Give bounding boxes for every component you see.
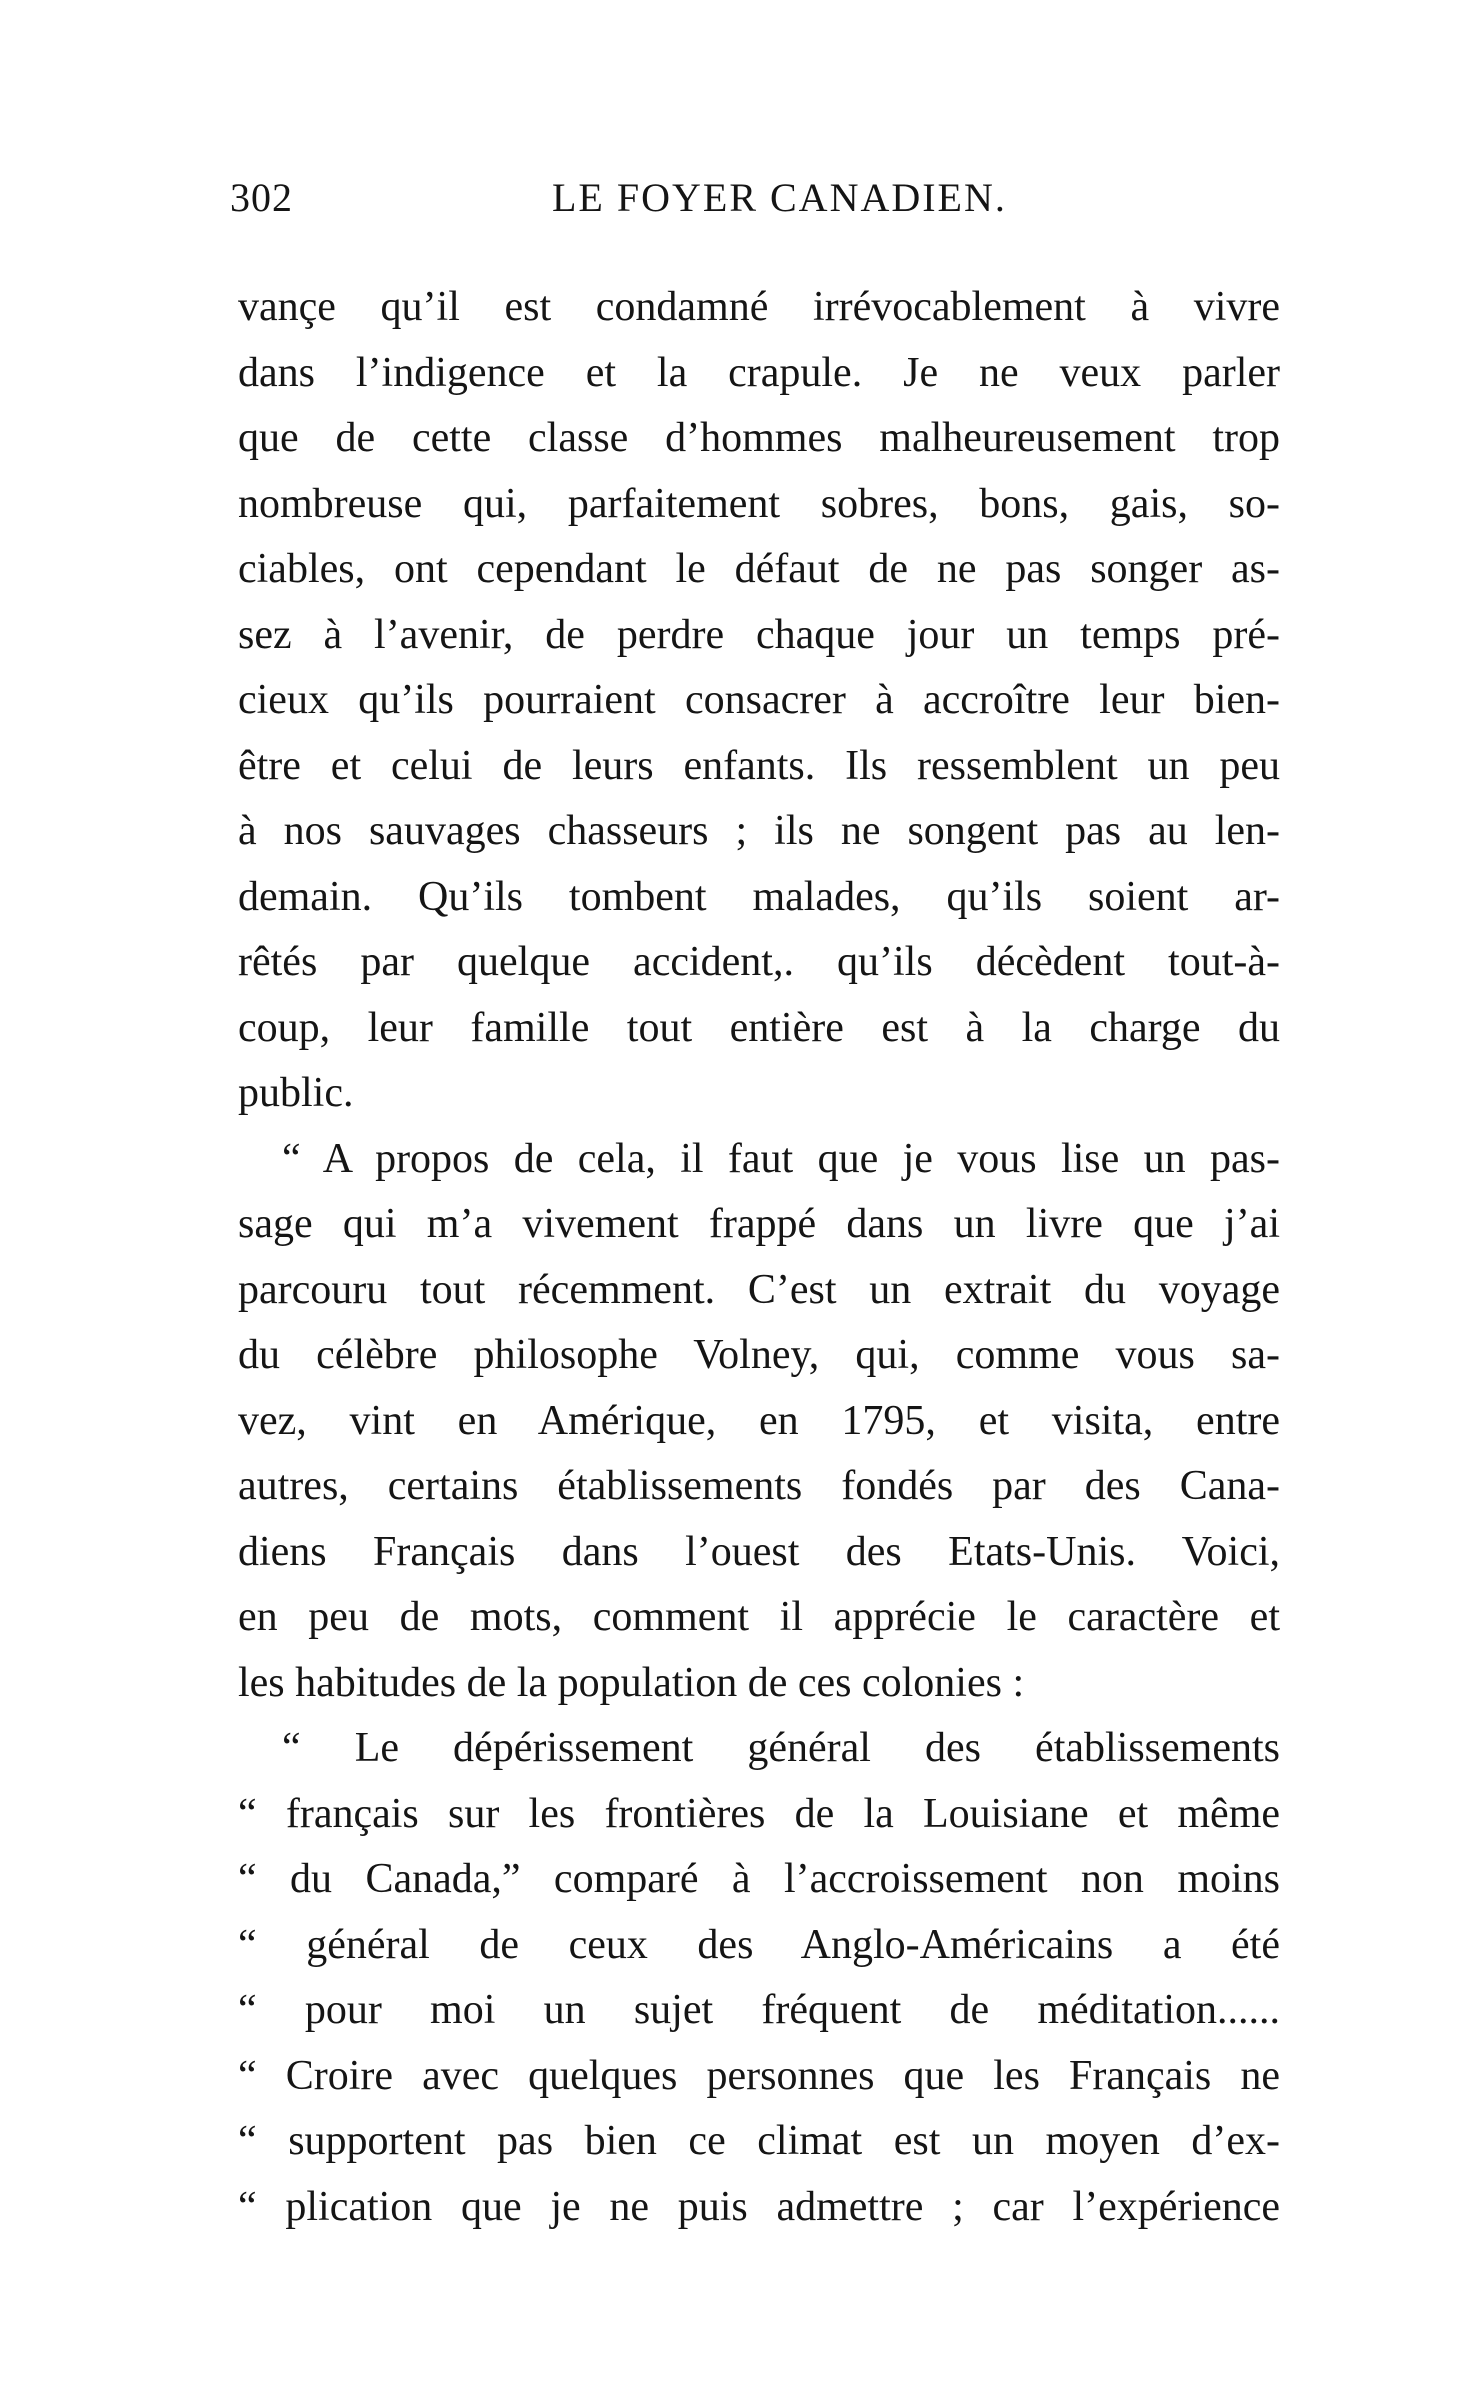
quoted-line: “ français sur les frontières de la Louisiane et même bbox=[238, 1790, 1280, 1837]
text-line: du célèbre philosophe Volney, qui, comme vous sa- bbox=[238, 1332, 1280, 1378]
text-line: public. bbox=[238, 1070, 354, 1116]
body-text bbox=[238, 275, 1280, 2240]
text-line: sage qui m’a vivement frappé dans un livre que j’ai bbox=[238, 1201, 1280, 1247]
running-title: LE FOYER CANADIEN. bbox=[552, 175, 1007, 220]
quoted-line: “ supportent pas bien ce climat est un moyen d’ex- bbox=[238, 2118, 1280, 2164]
text-line: vançe qu’il est condamné irrévocablement à vivre bbox=[238, 284, 1280, 330]
quoted-line: “ Le dépérissement général des établissements bbox=[282, 1725, 1280, 1771]
text-line: dans l’indigence et la crapule. Je ne veux parler bbox=[238, 349, 1280, 396]
text-line: nombreuse qui, parfaitement sobres, bons, gais, so- bbox=[238, 480, 1280, 527]
text-line: vez, vint en Amérique, en 1795, et visita, entre bbox=[238, 1397, 1280, 1444]
quoted-line: “ du Canada,” comparé à l’accroissement non moins bbox=[238, 1856, 1280, 1902]
text-line: coup, leur famille tout entière est à la charge du bbox=[238, 1004, 1280, 1051]
text-line: à nos sauvages chasseurs ; ils ne songent pas au len- bbox=[238, 808, 1280, 854]
quoted-line: “ plication que je ne puis admettre ; car l’expérience bbox=[238, 2183, 1280, 2230]
text-line: que de cette classe d’hommes malheureusement trop bbox=[238, 415, 1280, 461]
running-head bbox=[230, 168, 1280, 228]
text-line: en peu de mots, comment il apprécie le caractère et bbox=[238, 1594, 1280, 1640]
text-line: autres, certains établissements fondés par des Cana- bbox=[238, 1463, 1280, 1509]
text-line: être et celui de leurs enfants. Ils ressemblent un peu bbox=[238, 742, 1280, 789]
text-line: ciables, ont cependant le défaut de ne pas songer as- bbox=[238, 546, 1280, 592]
text-line: demain. Qu’ils tombent malades, qu’ils soient ar- bbox=[238, 873, 1280, 920]
text-line: parcouru tout récemment. C’est un extrait du voyage bbox=[238, 1266, 1280, 1313]
text-line: diens Français dans l’ouest des Etats-Unis. Voici, bbox=[238, 1528, 1280, 1575]
text-line: “ A propos de cela, il faut que je vous lise un pas- bbox=[282, 1135, 1280, 1182]
text-line: cieux qu’ils pourraient consacrer à accroître leur bien- bbox=[238, 677, 1280, 723]
text-line: sez à l’avenir, de perdre chaque jour un temps pré- bbox=[238, 611, 1280, 658]
text-line: rêtés par quelque accident,. qu’ils décèdent tout-à- bbox=[238, 939, 1280, 985]
page-number: 302 bbox=[230, 175, 293, 220]
quoted-line: “ Croire avec quelques personnes que les Français ne bbox=[238, 2052, 1280, 2099]
quoted-line: “ général de ceux des Anglo-Américains a été bbox=[238, 1921, 1280, 1968]
text-line: les habitudes de la population de ces colonies : bbox=[238, 1659, 1025, 1706]
quoted-line: “ pour moi un sujet fréquent de méditation...... bbox=[238, 1987, 1280, 2033]
